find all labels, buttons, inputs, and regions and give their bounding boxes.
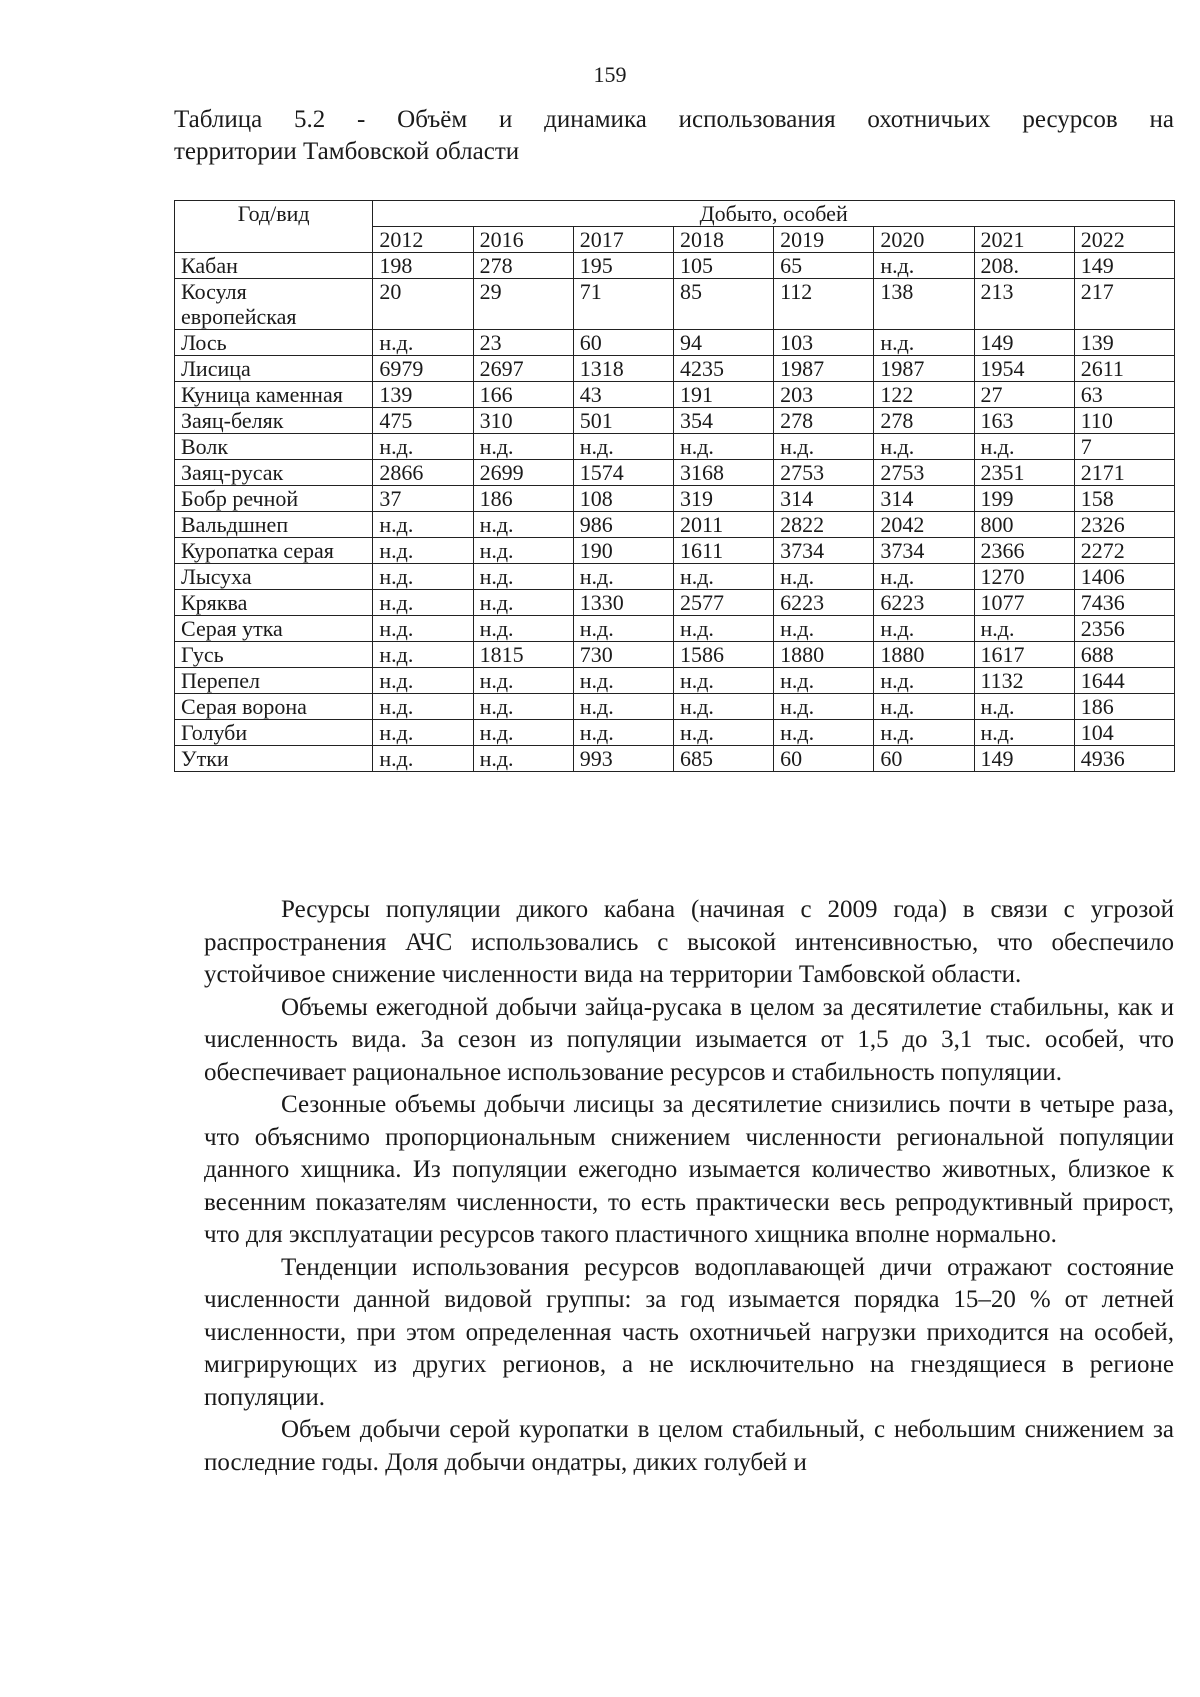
value-cell: 20 <box>373 279 473 330</box>
value-cell: н.д. <box>974 434 1074 460</box>
header-year: 2016 <box>473 227 573 253</box>
value-cell: 43 <box>573 382 673 408</box>
value-cell: 2697 <box>473 356 573 382</box>
value-cell: 2356 <box>1074 616 1174 642</box>
value-cell: н.д. <box>974 616 1074 642</box>
table-row <box>175 720 1175 746</box>
value-cell: 4936 <box>1074 746 1174 772</box>
value-cell: 1077 <box>974 590 1074 616</box>
value-cell: н.д. <box>473 616 573 642</box>
species-cell: Кабан <box>175 253 373 279</box>
value-cell: 3734 <box>774 538 874 564</box>
value-cell: 1611 <box>673 538 773 564</box>
value-cell: 213 <box>974 279 1074 330</box>
table-row <box>175 330 1175 356</box>
header-year: 2012 <box>373 227 473 253</box>
value-cell: н.д. <box>373 564 473 590</box>
header-year: 2017 <box>573 227 673 253</box>
value-cell: н.д. <box>673 720 773 746</box>
value-cell: 319 <box>673 486 773 512</box>
table-row <box>175 279 1175 330</box>
value-cell: 1617 <box>974 642 1074 668</box>
value-cell: 108 <box>573 486 673 512</box>
value-cell: н.д. <box>373 616 473 642</box>
value-cell: 2326 <box>1074 512 1174 538</box>
value-cell: 199 <box>974 486 1074 512</box>
value-cell: 4235 <box>673 356 773 382</box>
value-cell: 1644 <box>1074 668 1174 694</box>
value-cell: н.д. <box>373 694 473 720</box>
value-cell: 198 <box>373 253 473 279</box>
value-cell: 354 <box>673 408 773 434</box>
value-cell: 7436 <box>1074 590 1174 616</box>
value-cell: 3168 <box>673 460 773 486</box>
value-cell: н.д. <box>774 694 874 720</box>
page-number: 159 <box>593 62 627 87</box>
paragraph: Объемы ежегодной добычи зайца-русака в целом за десятилетие стабильны, как и численность вида. За сезон из популяции изымается от 1,5 до 3,1 тыс. особей, что обеспечивает рациональное использование ресурсов и стабильность популяции. <box>204 993 1174 1086</box>
value-cell: 112 <box>774 279 874 330</box>
table-row <box>175 668 1175 694</box>
value-cell: н.д. <box>874 616 974 642</box>
value-cell: н.д. <box>473 434 573 460</box>
value-cell: 2351 <box>974 460 1074 486</box>
table-caption-line-1: Таблица 5.2 - Объём и динамика использования охотничьих ресурсов на <box>174 106 1174 133</box>
value-cell: 203 <box>774 382 874 408</box>
value-cell: 310 <box>473 408 573 434</box>
species-cell: Гусь <box>175 642 373 668</box>
value-cell: 2753 <box>874 460 974 486</box>
value-cell: н.д. <box>673 434 773 460</box>
header-species: Год/вид <box>175 201 373 253</box>
species-cell: Серая ворона <box>175 694 373 720</box>
value-cell: 149 <box>974 330 1074 356</box>
value-cell: 85 <box>673 279 773 330</box>
value-cell: 29 <box>473 279 573 330</box>
value-cell: н.д. <box>473 720 573 746</box>
value-cell: н.д. <box>673 564 773 590</box>
header-year: 2019 <box>774 227 874 253</box>
species-cell: Перепел <box>175 668 373 694</box>
value-cell: 1815 <box>473 642 573 668</box>
value-cell: 60 <box>774 746 874 772</box>
paragraph: Ресурсы популяции дикого кабана (начиная с 2009 года) в связи с угрозой распространения АЧС использовались с высокой интенсивностью, что обеспечило устойчивое снижение численности вида на территории Тамбовской области. <box>204 896 1174 988</box>
species-cell: Бобр речной <box>175 486 373 512</box>
value-cell: н.д. <box>874 434 974 460</box>
value-cell: 314 <box>874 486 974 512</box>
value-cell: н.д. <box>573 668 673 694</box>
value-cell: 6223 <box>774 590 874 616</box>
value-cell: 27 <box>974 382 1074 408</box>
table-row <box>175 434 1175 460</box>
value-cell: 2577 <box>673 590 773 616</box>
value-cell: 103 <box>774 330 874 356</box>
table-header <box>175 201 1175 253</box>
value-cell: 1586 <box>673 642 773 668</box>
value-cell: 104 <box>1074 720 1174 746</box>
species-cell: Заяц-беляк <box>175 408 373 434</box>
species-cell: Серая утка <box>175 616 373 642</box>
value-cell: н.д. <box>774 564 874 590</box>
value-cell: 166 <box>473 382 573 408</box>
value-cell: 6979 <box>373 356 473 382</box>
value-cell: 278 <box>774 408 874 434</box>
species-cell: Куропатка серая <box>175 538 373 564</box>
value-cell: 1574 <box>573 460 673 486</box>
header-year: 2022 <box>1074 227 1174 253</box>
value-cell: н.д. <box>874 253 974 279</box>
value-cell: 688 <box>1074 642 1174 668</box>
header-year: 2018 <box>673 227 773 253</box>
value-cell: 993 <box>573 746 673 772</box>
value-cell: 2753 <box>774 460 874 486</box>
table-caption <box>174 104 1174 168</box>
value-cell: н.д. <box>573 694 673 720</box>
table-row <box>175 253 1175 279</box>
paragraph: Объем добычи серой куропатки в целом стабильный, с небольшим снижением за последние годы. Доля добычи ондатры, диких голубей и <box>204 1416 1174 1476</box>
value-cell: 2866 <box>373 460 473 486</box>
value-cell: н.д. <box>974 694 1074 720</box>
species-cell: Вальдшнеп <box>175 512 373 538</box>
species-cell: Кряква <box>175 590 373 616</box>
value-cell: 149 <box>974 746 1074 772</box>
value-cell: 1330 <box>573 590 673 616</box>
value-cell: 3734 <box>874 538 974 564</box>
value-cell: 37 <box>373 486 473 512</box>
value-cell: 2011 <box>673 512 773 538</box>
value-cell: н.д. <box>373 668 473 694</box>
table-caption-line-2: территории Тамбовской области <box>174 138 520 165</box>
value-cell: 186 <box>473 486 573 512</box>
species-cell: Куница каменная <box>175 382 373 408</box>
value-cell: н.д. <box>874 668 974 694</box>
value-cell: 501 <box>573 408 673 434</box>
value-cell: н.д. <box>373 330 473 356</box>
value-cell: 2611 <box>1074 356 1174 382</box>
value-cell: 1880 <box>874 642 974 668</box>
value-cell: 122 <box>874 382 974 408</box>
header-year: 2020 <box>874 227 974 253</box>
table-row <box>175 356 1175 382</box>
value-cell: 217 <box>1074 279 1174 330</box>
species-cell: Голуби <box>175 720 373 746</box>
value-cell: н.д. <box>573 434 673 460</box>
value-cell: 163 <box>974 408 1074 434</box>
value-cell: н.д. <box>874 564 974 590</box>
value-cell: 2366 <box>974 538 1074 564</box>
header-harvested: Добыто, особей <box>373 201 1175 227</box>
species-cell: Косуля европейская <box>175 279 373 330</box>
value-cell: 6223 <box>874 590 974 616</box>
value-cell: н.д. <box>673 668 773 694</box>
value-cell: 60 <box>573 330 673 356</box>
species-cell: Лось <box>175 330 373 356</box>
species-cell: Утки <box>175 746 373 772</box>
hunting-resources-table <box>174 200 1175 772</box>
table-row <box>175 746 1175 772</box>
value-cell: н.д. <box>473 564 573 590</box>
table-row <box>175 538 1175 564</box>
table-body <box>175 253 1175 772</box>
value-cell: 71 <box>573 279 673 330</box>
value-cell: 105 <box>673 253 773 279</box>
value-cell: 1318 <box>573 356 673 382</box>
value-cell: 139 <box>1074 330 1174 356</box>
value-cell: 7 <box>1074 434 1174 460</box>
value-cell: н.д. <box>874 694 974 720</box>
value-cell: 730 <box>573 642 673 668</box>
value-cell: н.д. <box>373 512 473 538</box>
species-cell: Волк <box>175 434 373 460</box>
value-cell: 2042 <box>874 512 974 538</box>
value-cell: 158 <box>1074 486 1174 512</box>
value-cell: 23 <box>473 330 573 356</box>
value-cell: 190 <box>573 538 673 564</box>
paragraph: Сезонные объемы добычи лисицы за десятилетие снизились почти в четыре раза, что объяснимо пропорциональным снижением численности региональной популяции данного хищника. Из популяции ежегодно изымается количество животных, близкое к весенним показателям численности, то есть практически весь репродуктивный прирост, что для эксплуатации ресурсов такого пластичного хищника вполне нормально. <box>204 1091 1174 1248</box>
value-cell: 191 <box>673 382 773 408</box>
value-cell: н.д. <box>874 720 974 746</box>
value-cell: н.д. <box>774 616 874 642</box>
value-cell: 2171 <box>1074 460 1174 486</box>
value-cell: н.д. <box>774 720 874 746</box>
value-cell: 2272 <box>1074 538 1174 564</box>
value-cell: н.д. <box>874 330 974 356</box>
value-cell: 278 <box>874 408 974 434</box>
value-cell: 186 <box>1074 694 1174 720</box>
value-cell: н.д. <box>473 590 573 616</box>
value-cell: 685 <box>673 746 773 772</box>
species-cell: Лысуха <box>175 564 373 590</box>
value-cell: н.д. <box>473 746 573 772</box>
value-cell: 314 <box>774 486 874 512</box>
value-cell: 986 <box>573 512 673 538</box>
table-row <box>175 642 1175 668</box>
value-cell: 139 <box>373 382 473 408</box>
value-cell: н.д. <box>373 746 473 772</box>
value-cell: н.д. <box>774 434 874 460</box>
table-row <box>175 486 1175 512</box>
value-cell: 2699 <box>473 460 573 486</box>
species-cell: Лисица <box>175 356 373 382</box>
value-cell: н.д. <box>473 538 573 564</box>
value-cell: 1132 <box>974 668 1074 694</box>
value-cell: н.д. <box>573 616 673 642</box>
value-cell: н.д. <box>673 694 773 720</box>
value-cell: н.д. <box>573 720 673 746</box>
paragraph: Тенденции использования ресурсов водоплавающей дичи отражают состояние численности данной видовой группы: за год изымается порядка 15–20 % от летней численности, при этом определенная часть охотничьей нагрузки приходится на особей, мигрирующих из других регионов, а не исключительно на гнездящиеся в регионе популяции. <box>204 1253 1174 1411</box>
value-cell: 278 <box>473 253 573 279</box>
value-cell: н.д. <box>373 642 473 668</box>
value-cell: 1987 <box>874 356 974 382</box>
value-cell: 65 <box>774 253 874 279</box>
species-cell: Заяц-русак <box>175 460 373 486</box>
value-cell: 2822 <box>774 512 874 538</box>
table-row <box>175 694 1175 720</box>
value-cell: 1987 <box>774 356 874 382</box>
table-row <box>175 408 1175 434</box>
value-cell: 138 <box>874 279 974 330</box>
value-cell: н.д. <box>573 564 673 590</box>
value-cell: 475 <box>373 408 473 434</box>
value-cell: н.д. <box>673 616 773 642</box>
value-cell: 1954 <box>974 356 1074 382</box>
value-cell: 63 <box>1074 382 1174 408</box>
value-cell: 1406 <box>1074 564 1174 590</box>
value-cell: н.д. <box>473 512 573 538</box>
value-cell: 110 <box>1074 408 1174 434</box>
table-row <box>175 590 1175 616</box>
value-cell: 800 <box>974 512 1074 538</box>
value-cell: н.д. <box>774 668 874 694</box>
value-cell: 208. <box>974 253 1074 279</box>
value-cell: 1270 <box>974 564 1074 590</box>
table-row <box>175 616 1175 642</box>
table-row <box>175 564 1175 590</box>
value-cell: 94 <box>673 330 773 356</box>
value-cell: н.д. <box>473 694 573 720</box>
table-row <box>175 460 1175 486</box>
value-cell: н.д. <box>373 590 473 616</box>
table-row <box>175 382 1175 408</box>
header-year: 2021 <box>974 227 1074 253</box>
value-cell: н.д. <box>974 720 1074 746</box>
table-row <box>175 512 1175 538</box>
value-cell: н.д. <box>473 668 573 694</box>
value-cell: 60 <box>874 746 974 772</box>
value-cell: 1880 <box>774 642 874 668</box>
value-cell: 149 <box>1074 253 1174 279</box>
value-cell: н.д. <box>373 434 473 460</box>
value-cell: н.д. <box>373 538 473 564</box>
value-cell: н.д. <box>373 720 473 746</box>
body-text <box>204 894 1174 1479</box>
value-cell: 195 <box>573 253 673 279</box>
